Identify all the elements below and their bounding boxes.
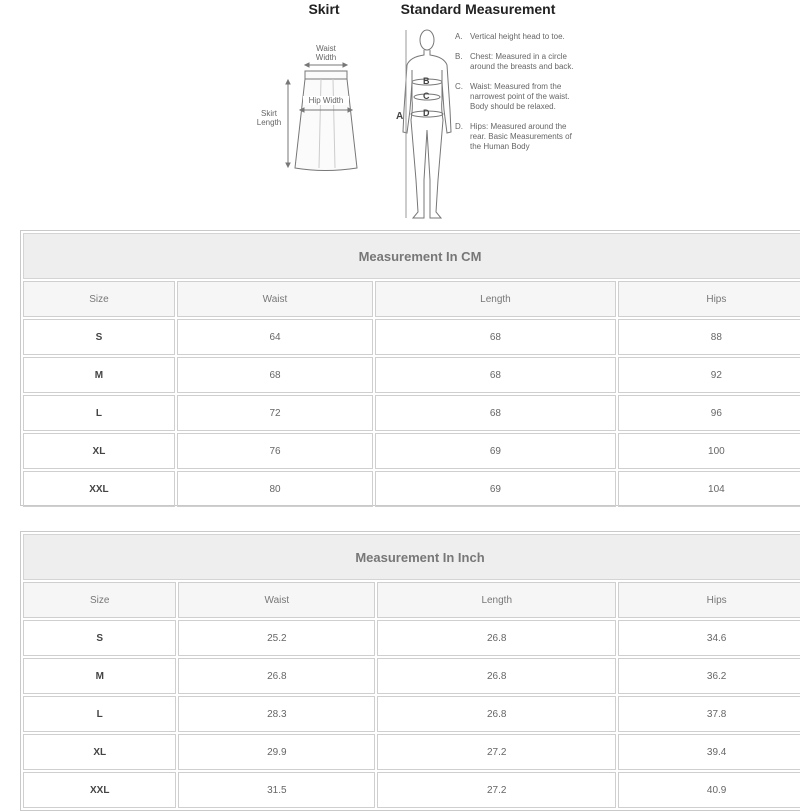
cell-hips: 92 [618,357,800,393]
table-title: Measurement In CM [23,233,800,279]
waist-width-label-line1: Waist [316,44,336,53]
header-waist: Waist [177,281,373,317]
cell-hips: 40.9 [618,772,800,808]
table-row [23,696,800,732]
cell-length: 69 [375,471,616,507]
cell-waist: 31.5 [178,772,375,808]
cell-length: 27.2 [377,734,616,770]
cell-size: L [23,395,175,431]
table-row [23,734,800,770]
table-row [23,357,800,393]
note-d: D. Hips: Measured around the rear. Basic Measurements of the Human Body [455,122,572,151]
table-row [23,319,800,355]
cell-size: L [23,696,176,732]
cell-hips: 88 [618,319,800,355]
table-row [23,620,800,656]
table-row [23,471,800,507]
point-d-label: D [423,108,430,118]
table-header-row [23,281,800,317]
cell-size: S [23,319,175,355]
cell-waist: 80 [177,471,373,507]
cell-size: S [23,620,176,656]
table-row [23,658,800,694]
cell-length: 68 [375,395,616,431]
cell-length: 69 [375,433,616,469]
header-size: Size [23,582,176,618]
hip-width-label: Hip Width [303,96,349,105]
cell-waist: 76 [177,433,373,469]
cell-hips: 37.8 [618,696,800,732]
table-title: Measurement In Inch [23,534,800,580]
cell-waist: 29.9 [178,734,375,770]
header-hips: Hips [618,582,800,618]
skirt-length-label-line1: Skirt [261,109,277,118]
point-c-label: C [423,91,430,101]
cell-hips: 100 [618,433,800,469]
waist-width-label-line2: Width [315,53,337,62]
note-b: B. Chest: Measured in a circle around the breasts and back. [455,52,574,71]
cell-hips: 36.2 [618,658,800,694]
note-c: C. Waist: Measured from the narrowest point of the waist. Body should be relaxed. [455,82,570,111]
table-row [23,433,800,469]
cell-length: 68 [375,357,616,393]
cell-size: M [23,658,176,694]
cell-size: XL [23,433,175,469]
measurement-diagram [0,0,800,228]
measurement-inch-table [20,531,800,811]
cell-waist: 28.3 [178,696,375,732]
point-b-label: B [423,76,430,86]
skirt-title: Skirt [308,1,340,17]
header-size: Size [23,281,175,317]
cell-size: XXL [23,772,176,808]
table-row [23,772,800,808]
cell-waist: 64 [177,319,373,355]
cell-length: 68 [375,319,616,355]
cell-waist: 72 [177,395,373,431]
skirt-drawing [286,63,357,171]
header-waist: Waist [178,582,375,618]
human-figure-drawing [403,30,451,218]
table-row [23,395,800,431]
cell-size: M [23,357,175,393]
cell-waist: 25.2 [178,620,375,656]
point-a-label: A [396,111,404,122]
cell-hips: 39.4 [618,734,800,770]
cell-size: XXL [23,471,175,507]
header-hips: Hips [618,281,800,317]
cell-hips: 104 [618,471,800,507]
cell-waist: 68 [177,357,373,393]
skirt-length-label-line2: Length [256,118,282,127]
cell-hips: 96 [618,395,800,431]
cell-length: 27.2 [377,772,616,808]
cell-length: 26.8 [377,696,616,732]
standard-measurement-title: Standard Measurement [400,1,556,17]
cell-length: 26.8 [377,658,616,694]
cell-waist: 26.8 [178,658,375,694]
header-length: Length [377,582,616,618]
table-header-row [23,582,800,618]
cell-hips: 34.6 [618,620,800,656]
cell-length: 26.8 [377,620,616,656]
header-length: Length [375,281,616,317]
measurement-notes [455,32,575,162]
cell-size: XL [23,734,176,770]
note-a: A. Vertical height head to toe. [455,32,565,41]
measurement-cm-table [20,230,800,506]
